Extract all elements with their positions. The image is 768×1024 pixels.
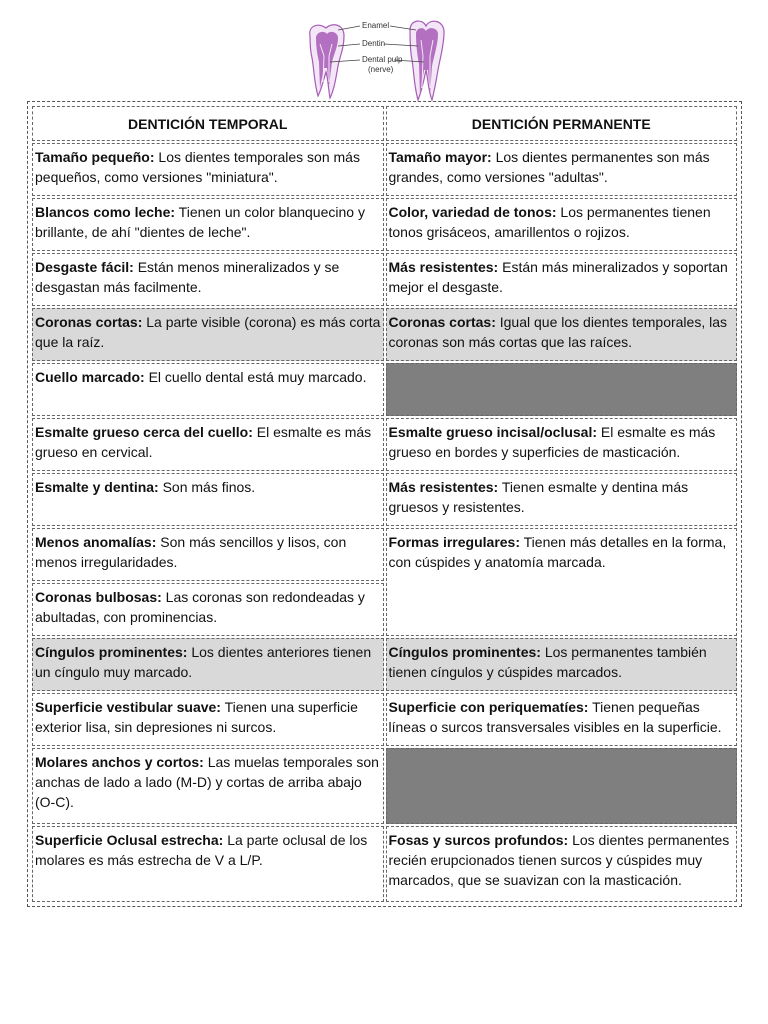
cell-permanente <box>386 253 738 306</box>
cell-permanente <box>386 143 738 196</box>
cell-permanente <box>386 473 738 526</box>
cell-title: Cíngulos prominentes: <box>35 644 188 660</box>
cell-text: Tienen una superficie exterior lisa, sin depresiones ni surcos. <box>35 699 358 735</box>
label-enamel: Enamel <box>362 21 390 30</box>
tooth-diagram <box>298 16 458 102</box>
cell-title: Coronas bulbosas: <box>35 589 162 605</box>
cell-title: Más resistentes: <box>388 479 499 495</box>
table-row <box>32 826 737 902</box>
comparison-table-container <box>27 101 742 907</box>
cell-title: Esmalte y dentina: <box>35 479 159 495</box>
cell-permanente <box>386 826 738 902</box>
table-row <box>32 638 737 691</box>
right-tooth-shape <box>410 21 444 100</box>
cell-text: Los dientes temporales son más pequeños, como versiones "miniatura". <box>35 149 360 185</box>
cell-text: Los permanentes tienen tonos grisáceos, amarillentos o rojizos. <box>388 204 711 240</box>
cell-title: Menos anomalías: <box>35 534 157 550</box>
cell-permanente-empty <box>386 363 738 416</box>
cell-permanente <box>386 198 738 251</box>
cell-text: Las muelas temporales son anchas de lado a lado (M-D) y cortas de arriba abajo (O-C). <box>35 754 379 810</box>
cell-text: La parte visible (corona) es más corta que la raíz. <box>35 314 381 350</box>
cell-temporal <box>32 528 384 581</box>
cell-title: Superficie vestibular suave: <box>35 699 221 715</box>
cell-temporal <box>32 638 384 691</box>
cell-permanente <box>386 308 738 361</box>
cell-title: Formas irregulares: <box>388 534 520 550</box>
cell-text: Tienen más detalles en la forma, con cúspides y anatomía marcada. <box>388 534 727 570</box>
cell-text: Igual que los dientes temporales, las coronas son más cortas que las raíces. <box>388 314 727 350</box>
cell-text: Tienen esmalte y dentina más gruesos y resistentes. <box>388 479 689 515</box>
cell-text: El esmalte es más grueso en cervical. <box>35 424 372 460</box>
table-row <box>32 748 737 824</box>
cell-title: Esmalte grueso incisal/oclusal: <box>388 424 598 440</box>
table-row <box>32 253 737 306</box>
table-row <box>32 693 737 746</box>
cell-permanente <box>386 638 738 691</box>
table-row <box>32 308 737 361</box>
cell-title: Cíngulos prominentes: <box>388 644 541 660</box>
cell-temporal <box>32 143 384 196</box>
cell-title: Tamaño pequeño: <box>35 149 155 165</box>
cell-title: Superficie Oclusal estrecha: <box>35 832 224 848</box>
cell-title: Color, variedad de tonos: <box>388 204 557 220</box>
header-permanente: DENTICIÓN PERMANENTE <box>386 106 738 141</box>
cell-text: Los dientes permanentes recién erupcionados tienen surcos y cúspides muy marcados, que se suavizan con la masticación. <box>388 832 730 888</box>
cell-permanente <box>386 693 738 746</box>
cell-text: Tienen un color blanquecino y brillante, de ahí "dientes de leche". <box>35 204 365 240</box>
cell-temporal <box>32 583 384 636</box>
cell-text: Están menos mineralizados y se desgastan más facilmente. <box>35 259 340 295</box>
cell-text: Las coronas son redondeadas y abultadas, con prominencias. <box>35 589 365 625</box>
cell-title: Coronas cortas: <box>35 314 143 330</box>
cell-text: Son más sencillos y lisos, con menos irregularidades. <box>35 534 347 570</box>
cell-permanente-merged <box>386 528 738 636</box>
tooth-anatomy-figure <box>298 16 458 102</box>
comparison-table <box>30 104 739 904</box>
cell-temporal <box>32 198 384 251</box>
cell-permanente <box>386 418 738 471</box>
label-dental-pulp: Dental pulp <box>362 55 403 64</box>
cell-text: El cuello dental está muy marcado. <box>144 369 367 385</box>
cell-title: Cuello marcado: <box>35 369 145 385</box>
cell-title: Blancos como leche: <box>35 204 176 220</box>
cell-text: La parte oclusal de los molares es más estrecha de V a L/P. <box>35 832 368 868</box>
cell-temporal <box>32 253 384 306</box>
cell-title: Superficie con periquematíes: <box>388 699 589 715</box>
cell-title: Fosas y surcos profundos: <box>388 832 569 848</box>
cell-temporal <box>32 363 384 416</box>
table-row <box>32 528 737 581</box>
table-row <box>32 363 737 416</box>
cell-text: Los permanentes también tienen cíngulos y cúspides marcados. <box>388 644 707 680</box>
table-row <box>32 418 737 471</box>
cell-title: Molares anchos y cortos: <box>35 754 204 770</box>
label-dentin: Dentin <box>362 39 386 48</box>
cell-title: Tamaño mayor: <box>388 149 492 165</box>
table-row <box>32 198 737 251</box>
cell-temporal <box>32 473 384 526</box>
cell-title: Esmalte grueso cerca del cuello: <box>35 424 253 440</box>
cell-temporal <box>32 748 384 824</box>
cell-text: Tienen pequeñas líneas o surcos transversales visibles en la superficie. <box>388 699 722 735</box>
cell-permanente-empty <box>386 748 738 824</box>
table-header-row <box>32 106 737 141</box>
cell-temporal <box>32 693 384 746</box>
cell-temporal <box>32 308 384 361</box>
cell-text: Están más mineralizados y soportan mejor el desgaste. <box>388 259 728 295</box>
header-temporal: DENTICIÓN TEMPORAL <box>32 106 384 141</box>
cell-text: Son más finos. <box>158 479 256 495</box>
table-row <box>32 143 737 196</box>
cell-title: Desgaste fácil: <box>35 259 134 275</box>
cell-temporal <box>32 418 384 471</box>
cell-title: Más resistentes: <box>388 259 499 275</box>
cell-temporal <box>32 826 384 902</box>
label-nerve: (nerve) <box>368 65 394 74</box>
cell-text: Los dientes anteriores tienen un cíngulo muy marcado. <box>35 644 372 680</box>
cell-text: Los dientes permanentes son más grandes, como versiones "adultas". <box>388 149 710 185</box>
table-row <box>32 473 737 526</box>
cell-title: Coronas cortas: <box>388 314 496 330</box>
cell-text: El esmalte es más grueso en bordes y superficies de masticación. <box>388 424 716 460</box>
